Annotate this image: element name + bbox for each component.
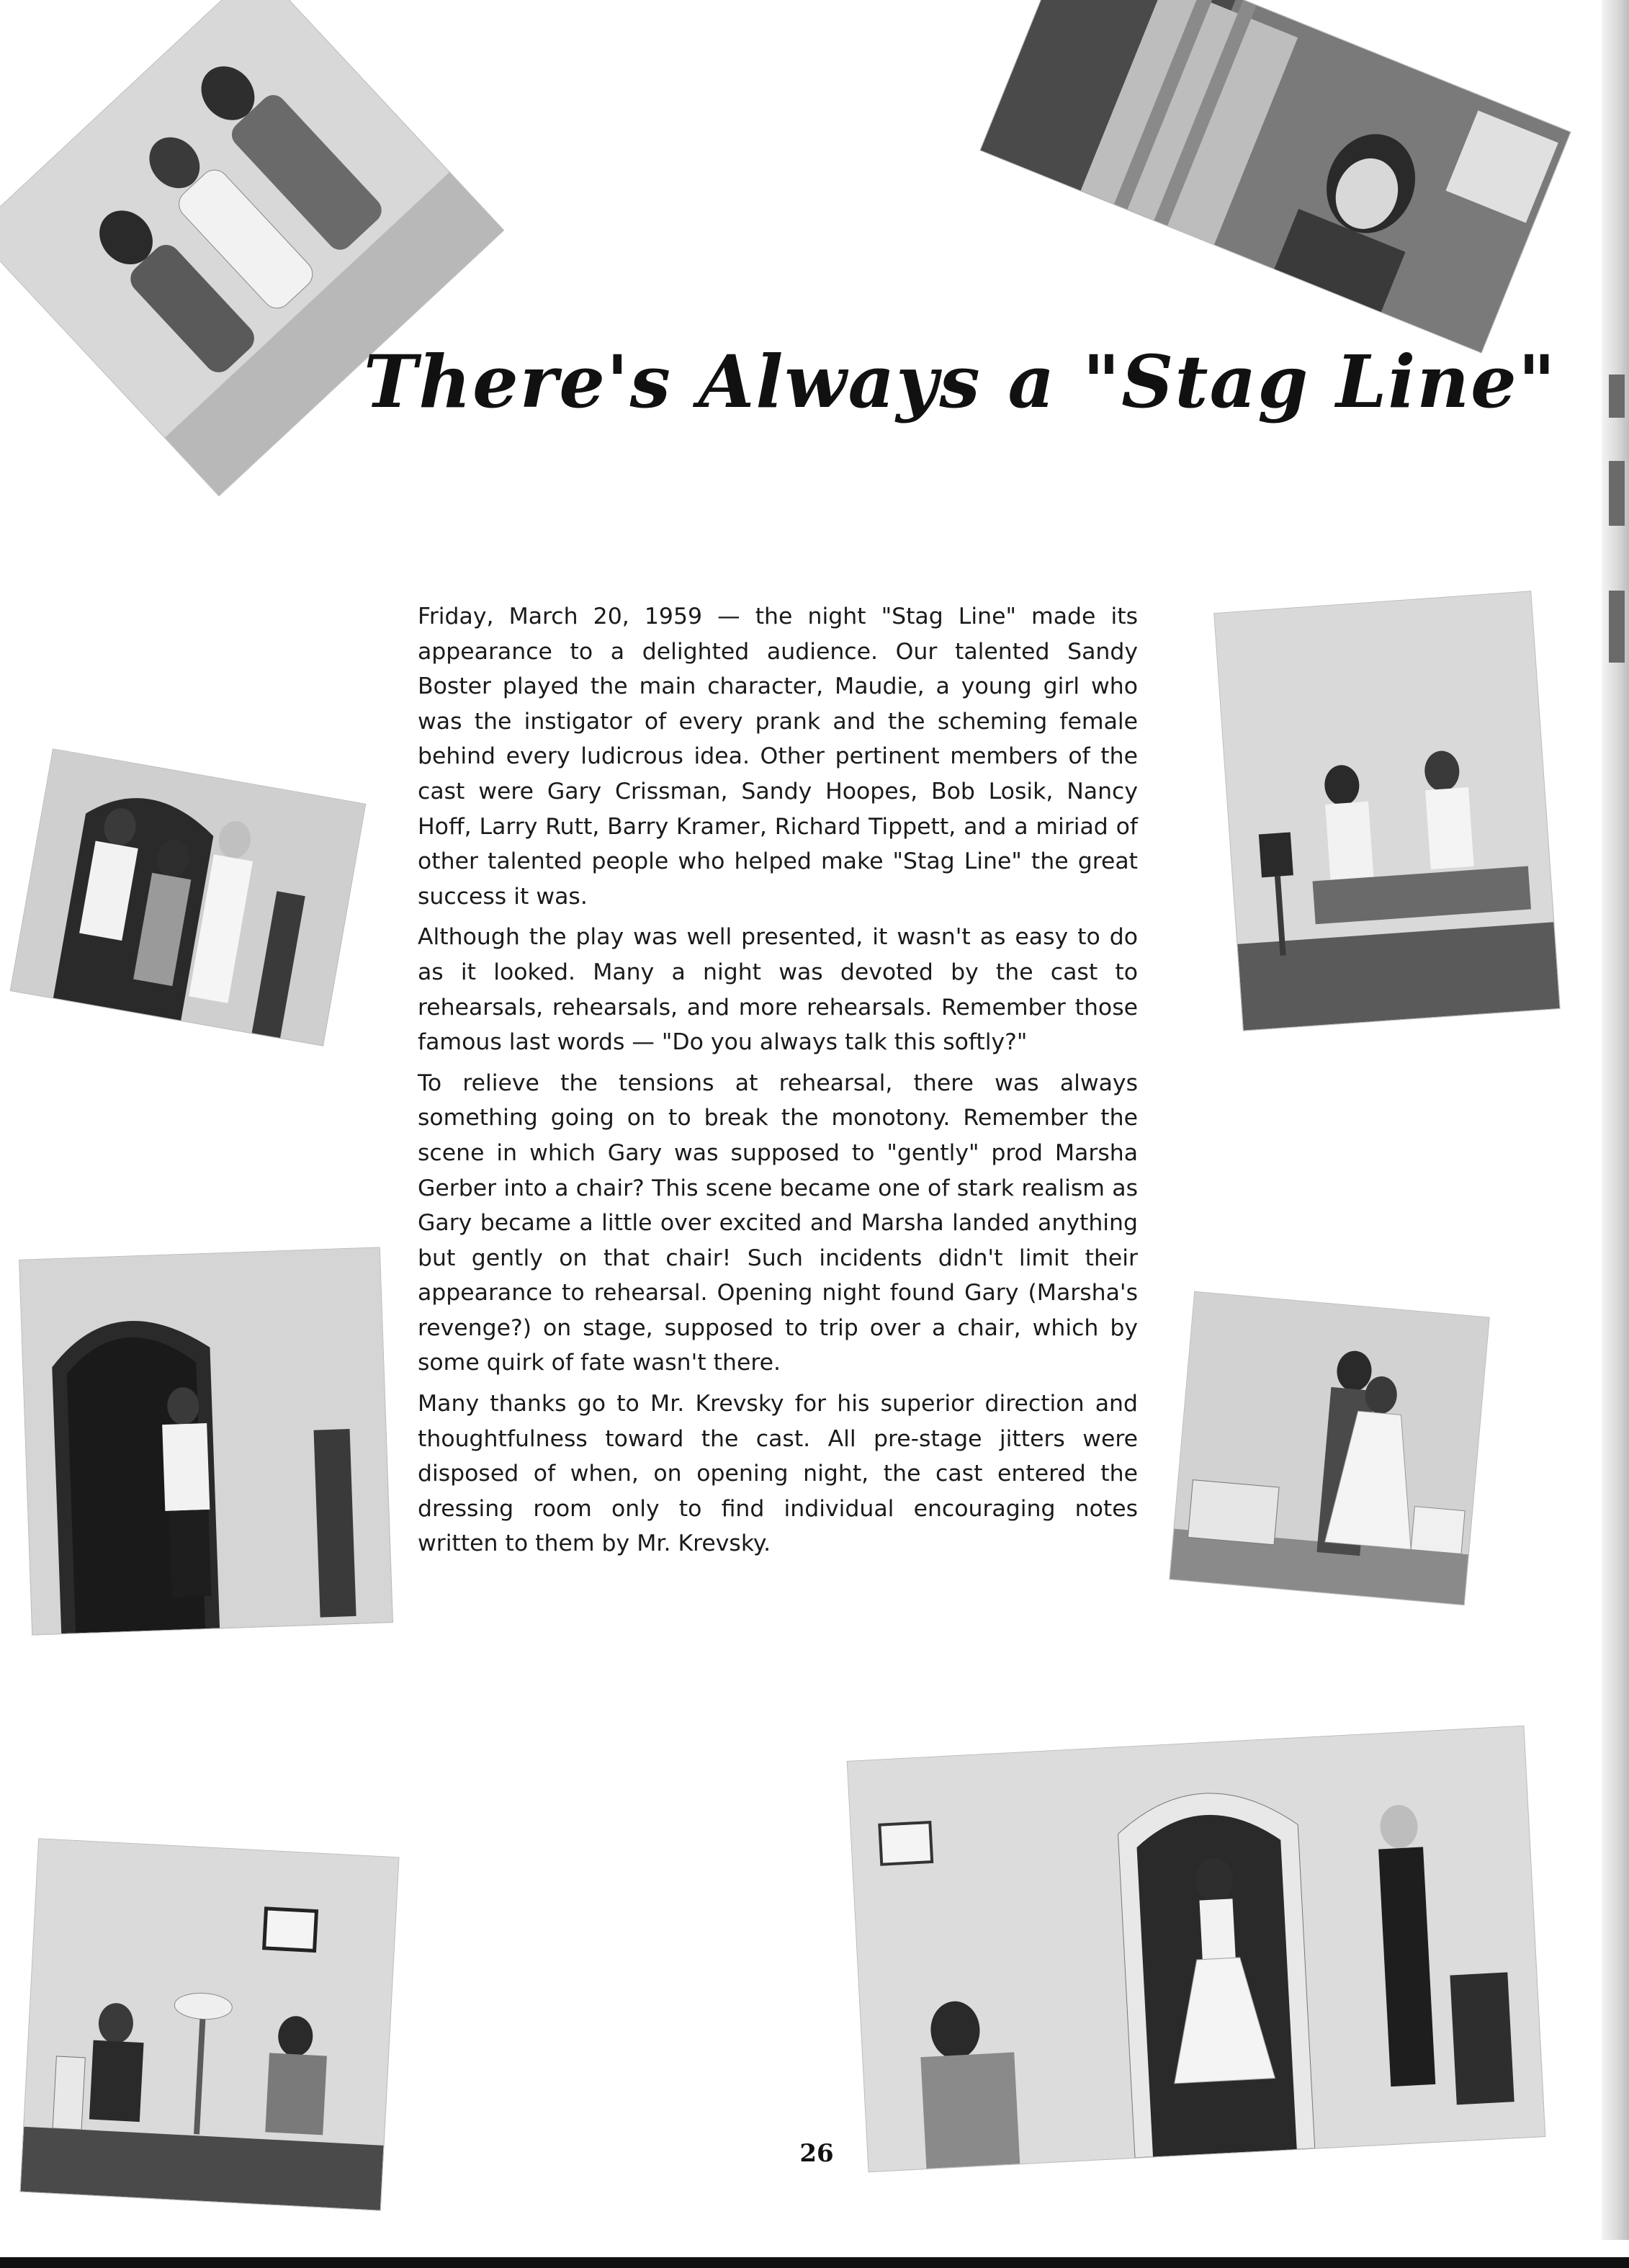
article-paragraph: Although the play was well presented, it wasn't as easy to do as it looked. Many a night was devoted by the cast to rehearsals, rehearsals, and more rehearsals. Remember those famous last words — "Do you always talk this softly?" [418, 924, 1138, 1056]
article-body [418, 599, 1138, 1567]
photo-doorway-dance [10, 748, 367, 1046]
page-title: There's Always a "Stag Line" [364, 339, 1557, 424]
photo-stage-doorway [847, 1726, 1546, 2173]
edge-mark [1609, 591, 1625, 663]
article-paragraph: Many thanks go to Mr. Krevsky for his superior direction and thoughtfulness toward the cast. All pre-stage jitters were disposed of when, on opening night, the cast entered the dressing room only to find individual encouraging notes written to them by Mr. Krevsky. [418, 1391, 1138, 1557]
edge-mark [1609, 375, 1625, 418]
photo-crowd-scene [979, 0, 1571, 354]
page-edge-strip [1602, 0, 1629, 2240]
page-number: 26 [799, 2139, 834, 2168]
bottom-rule [0, 2257, 1629, 2268]
article-paragraph: Friday, March 20, 1959 — the night "Stag Line" made its appearance to a delighted audience. Our talented Sandy Boster played the main character, Maudie, a young girl who was the instigator of every prank and the scheming female behind every ludicrous idea. Other pertinent members of the cast were Gary Crissman, Sandy Hoopes, Bob Losik, Nancy Hoff, Larry Rutt, Barry Kramer, Richard Tippett, and a miriad of other talented people who helped make "Stag Line" the great success it was. [418, 604, 1138, 910]
photo-couple-standing [1169, 1291, 1489, 1605]
photo-living-room [19, 1838, 399, 2211]
edge-mark [1609, 461, 1625, 526]
photo-doorway-actor [19, 1247, 393, 1635]
photo-sofa-scene [1213, 591, 1561, 1031]
article-paragraph: To relieve the tensions at rehearsal, there was always something going on to break the monotony. Remember the scene in which Gary was supposed to "gently" prod Marsha Gerber into a chair? This scene became one of stark realism as Gary became a little over excited and Marsha landed anything but gently on that chair! Such incidents didn't limit their appearance to rehearsal. Opening night found Gary (Marsha's revenge?) on stage, supposed to trip over a chair, which by some quirk of fate wasn't there. [418, 1070, 1138, 1376]
